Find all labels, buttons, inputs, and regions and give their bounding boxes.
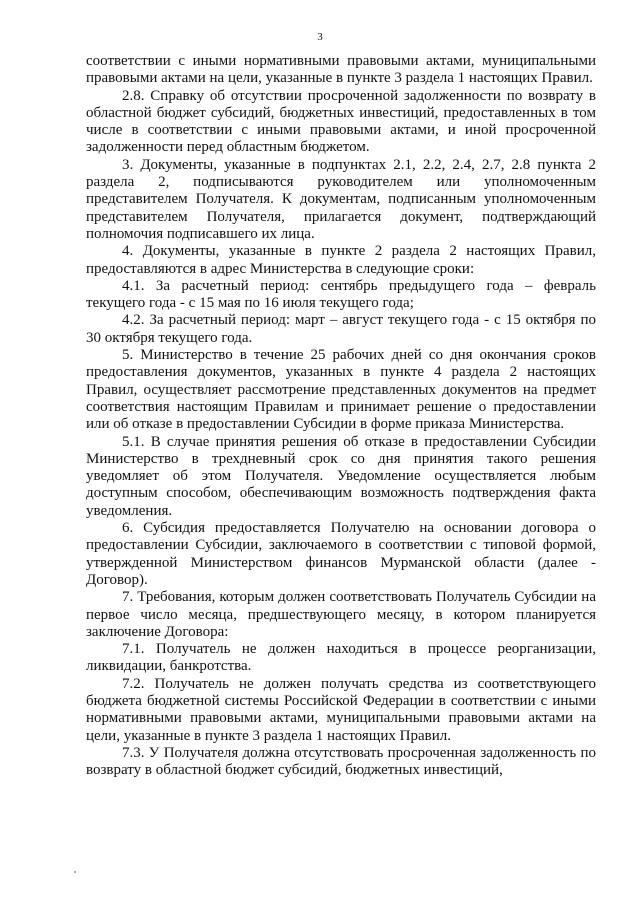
paragraph-2-8: 2.8. Справку об отсутствии просроченной задолженности по возврату в областной бюджет субсидий, бюджетных инвестиций, предоставленных в том числе в соответствии с иными правовыми актами, и иной просроченной задолженности перед областным бюджетом. xyxy=(86,87,596,156)
paragraph-7-2: 7.2. Получатель не должен получать средства из соответствующего бюджета бюджетной системы Российской Федерации в соответствии с иными нормативными правовыми актами, муниципальными правовыми актами на цели, указанные в пункте 3 раздела 1 настоящих Правил. xyxy=(86,675,596,744)
page-number: 3 xyxy=(317,31,323,43)
paragraph-4-2: 4.2. За расчетный период: март – август текущего года - с 15 октября по 30 октября текущего года. xyxy=(86,312,596,346)
paragraph-7-1: 7.1. Получатель не должен находиться в процессе реорганизации, ликвидации, банкротства. xyxy=(86,641,596,675)
paragraph-4: 4. Документы, указанные в пункте 2 раздела 2 настоящих Правил, предоставляются в адрес Министерства в следующие сроки: xyxy=(86,243,596,277)
paragraph-5: 5. Министерство в течение 25 рабочих дней со дня окончания сроков предоставления документов, указанных в пункте 4 раздела 2 настоящих Правил, осуществляет рассмотрение представленных документов на предмет соответствия настоящим Правилам и принимает решение о предоставлении или об отказе в предоставлении Субсидии в форме приказа Министерства. xyxy=(86,347,596,433)
paragraph-5-1: 5.1. В случае принятия решения об отказе в предоставлении Субсидии Министерство в трехдневный срок со дня принятия такого решения уведомляет об этом Получателя. Уведомление осуществляется любым доступным способом, обеспечивающим возможность подтверждения факта уведомления. xyxy=(86,433,596,519)
paragraph-7: 7. Требования, которым должен соответствовать Получатель Субсидии на первое число месяца, предшествующего месяцу, в котором планируется заключение Договора: xyxy=(86,589,596,640)
paragraph-3: 3. Документы, указанные в подпунктах 2.1, 2.2, 2.4, 2.7, 2.8 пункта 2 раздела 2, подписываются руководителем или уполномоченным представителем Получателя. К документам, подписанным уполномоченным представителем Получателя, прилагается документ, подтверждающий полномочия подписавшего их лица. xyxy=(86,156,596,242)
document-body xyxy=(86,53,596,779)
paragraph-4-1: 4.1. За расчетный период: сентябрь предыдущего года – февраль текущего года - с 15 мая по 16 июля текущего года; xyxy=(86,277,596,312)
paragraph-continuation: соответствии с иными нормативными правовыми актами, муниципальными правовыми актами на цели, указанные в пункте 3 раздела 1 настоящих Правил. xyxy=(86,53,596,87)
paragraph-7-3: 7.3. У Получателя должна отсутствовать просроченная задолженность по возврату в областной бюджет субсидий, бюджетных инвестиций, xyxy=(86,744,596,779)
paragraph-6: 6. Субсидия предоставляется Получателю на основании договора о предоставлении Субсидии, заключаемого в соответствии с типовой формой, утвержденной Министерством финансов Мурманской области (далее - Договор). xyxy=(86,520,596,588)
scan-speck xyxy=(74,871,76,873)
